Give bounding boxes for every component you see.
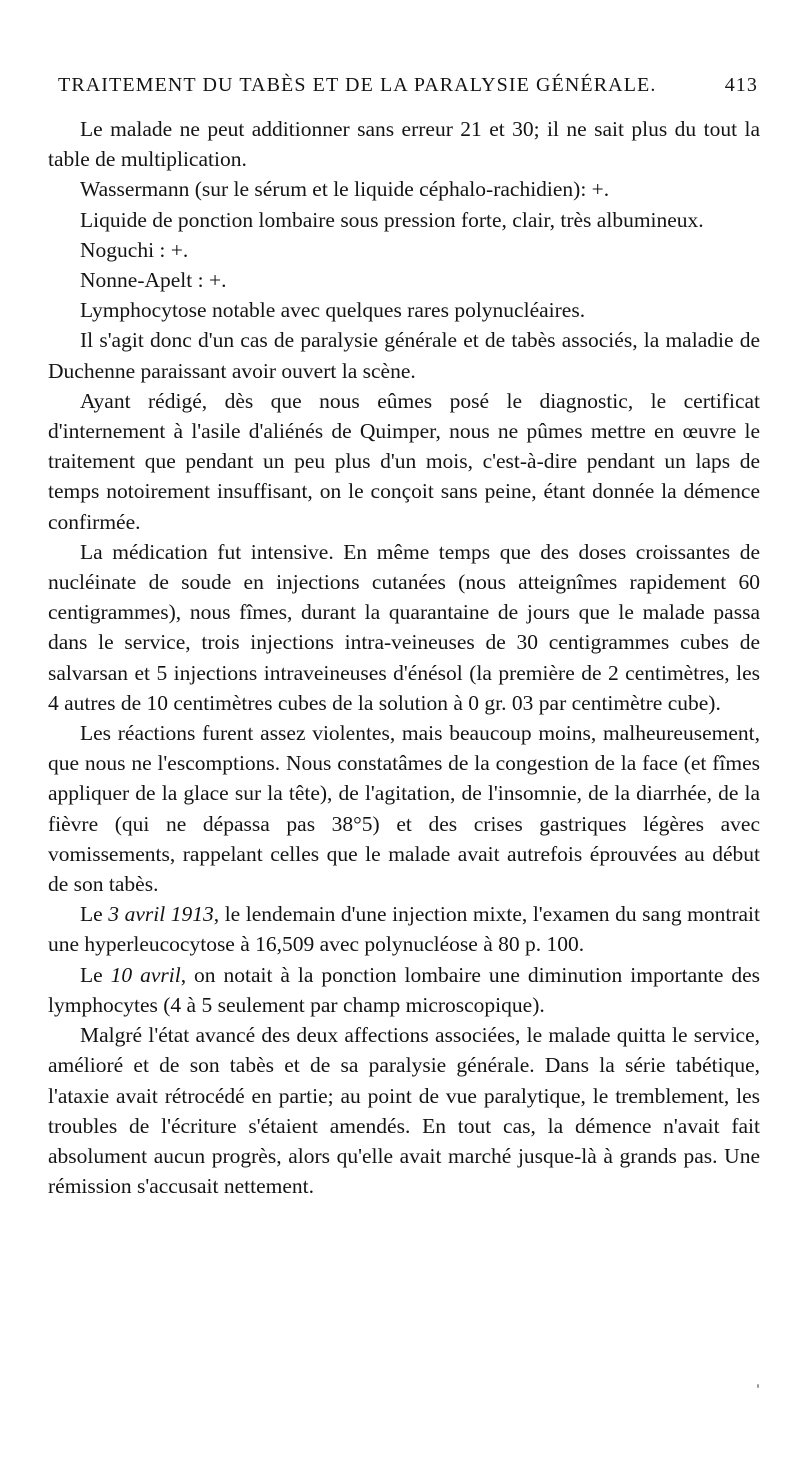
paragraph-text: Le bbox=[80, 962, 111, 987]
italic-date: 3 avril 1913 bbox=[108, 902, 214, 927]
paragraph bbox=[48, 960, 760, 1020]
running-head bbox=[58, 74, 758, 104]
paragraph bbox=[48, 265, 760, 295]
paragraph bbox=[48, 1020, 760, 1201]
paragraph-text: Lymphocytose notable avec quelques rares polynucléaires. bbox=[80, 298, 586, 323]
paper-speck bbox=[757, 1384, 759, 1388]
italic-date: 10 avril bbox=[110, 962, 181, 987]
paragraph bbox=[48, 386, 760, 537]
paragraph bbox=[48, 174, 760, 204]
paragraph-text: Les réactions furent assez violentes, mais beaucoup moins, malheureusement, que nous ne l'escomptions. Nous constatâmes de la congestion de la face (et fîmes appliquer de la glace sur la tête), de l'agitation, de l'insomnie, de la diarrhée, de la fièvre (qui ne dépassa pas 38°5) et des crises gastriques légères avec vomissements, rappelant celles que le malade avait autrefois éprouvées au début de son tabès. bbox=[48, 721, 760, 897]
paragraph bbox=[48, 537, 760, 718]
paragraph bbox=[48, 899, 760, 959]
paragraph bbox=[48, 295, 760, 325]
paragraph-text: La médication fut intensive. En même temps que des doses croissantes de nucléinate de soude en injections cutanées (nous atteignîmes rapidement 60 centigrammes), nous fîmes, durant la quarantaine de jours que le malade passa dans le service, trois injections intra-veineuses de 30 centigrammes cubes de salvarsan et 5 injections intraveineuses d'énésol (la première de 2 centimètres, les 4 autres de 10 centimètres cubes de la solution à 0 gr. 03 par centimètre cube). bbox=[48, 539, 760, 715]
paragraph-text: Le malade ne peut additionner sans erreur 21 et 30; il ne sait plus du tout la table de multiplication. bbox=[48, 117, 760, 172]
paragraph-text: Liquide de ponction lombaire sous pression forte, clair, très albumineux. bbox=[80, 207, 704, 232]
running-head-title: TRAITEMENT DU TABÈS ET DE LA PARALYSIE GÉNÉRALE. bbox=[58, 74, 657, 96]
paragraph-text: Malgré l'état avancé des deux affections associées, le malade quitta le service, amélioré et de son tabès et de sa paralysie générale. Dans la série tabétique, l'ataxie avait rétrocédé en partie; au point de vue paralytique, le tremblement, les troubles de l'écriture s'étaient amendés. En tout cas, la démence n'avait fait absolument aucun progrès, alors qu'elle avait marché jusque-là à grands pas. Une rémission s'accusait nettement. bbox=[48, 1023, 760, 1199]
paragraph-text: Le bbox=[80, 902, 109, 927]
paragraph bbox=[48, 205, 760, 235]
paragraph-text: Noguchi : +. bbox=[80, 237, 189, 262]
paragraph-text: , le lendemain d'une injection mixte, l'examen du sang montrait une hyperleucocytose à 16,509 avec polynucléose à 80 p. 100. bbox=[48, 902, 760, 957]
paragraph-text: Il s'agit donc d'un cas de paralysie générale et de tabès associés, la maladie de Duchenne paraissant avoir ouvert la scène. bbox=[48, 328, 760, 383]
paragraph bbox=[48, 235, 760, 265]
paragraph bbox=[48, 718, 760, 899]
paragraph bbox=[48, 114, 760, 174]
paragraph bbox=[48, 325, 760, 385]
body-text bbox=[48, 114, 760, 1201]
page-number: 413 bbox=[724, 74, 758, 96]
paragraph-text: Wassermann (sur le sérum et le liquide céphalo-rachidien): +. bbox=[80, 177, 610, 202]
paragraph-text: Ayant rédigé, dès que nous eûmes posé le diagnostic, le certificat d'internement à l'asile d'aliénés de Quimper, nous ne pûmes mettre en œuvre le traitement que pendant un peu plus d'un mois, c'est-à-dire pendant un laps de temps notoirement insuffisant, on le conçoit sans peine, étant donnée la démence confirmée. bbox=[48, 388, 760, 534]
paragraph-text: Nonne-Apelt : +. bbox=[80, 268, 227, 293]
paragraph-text: , on notait à la ponction lombaire une diminution importante des lymphocytes (4 à 5 seulement par champ microscopique). bbox=[48, 962, 760, 1017]
